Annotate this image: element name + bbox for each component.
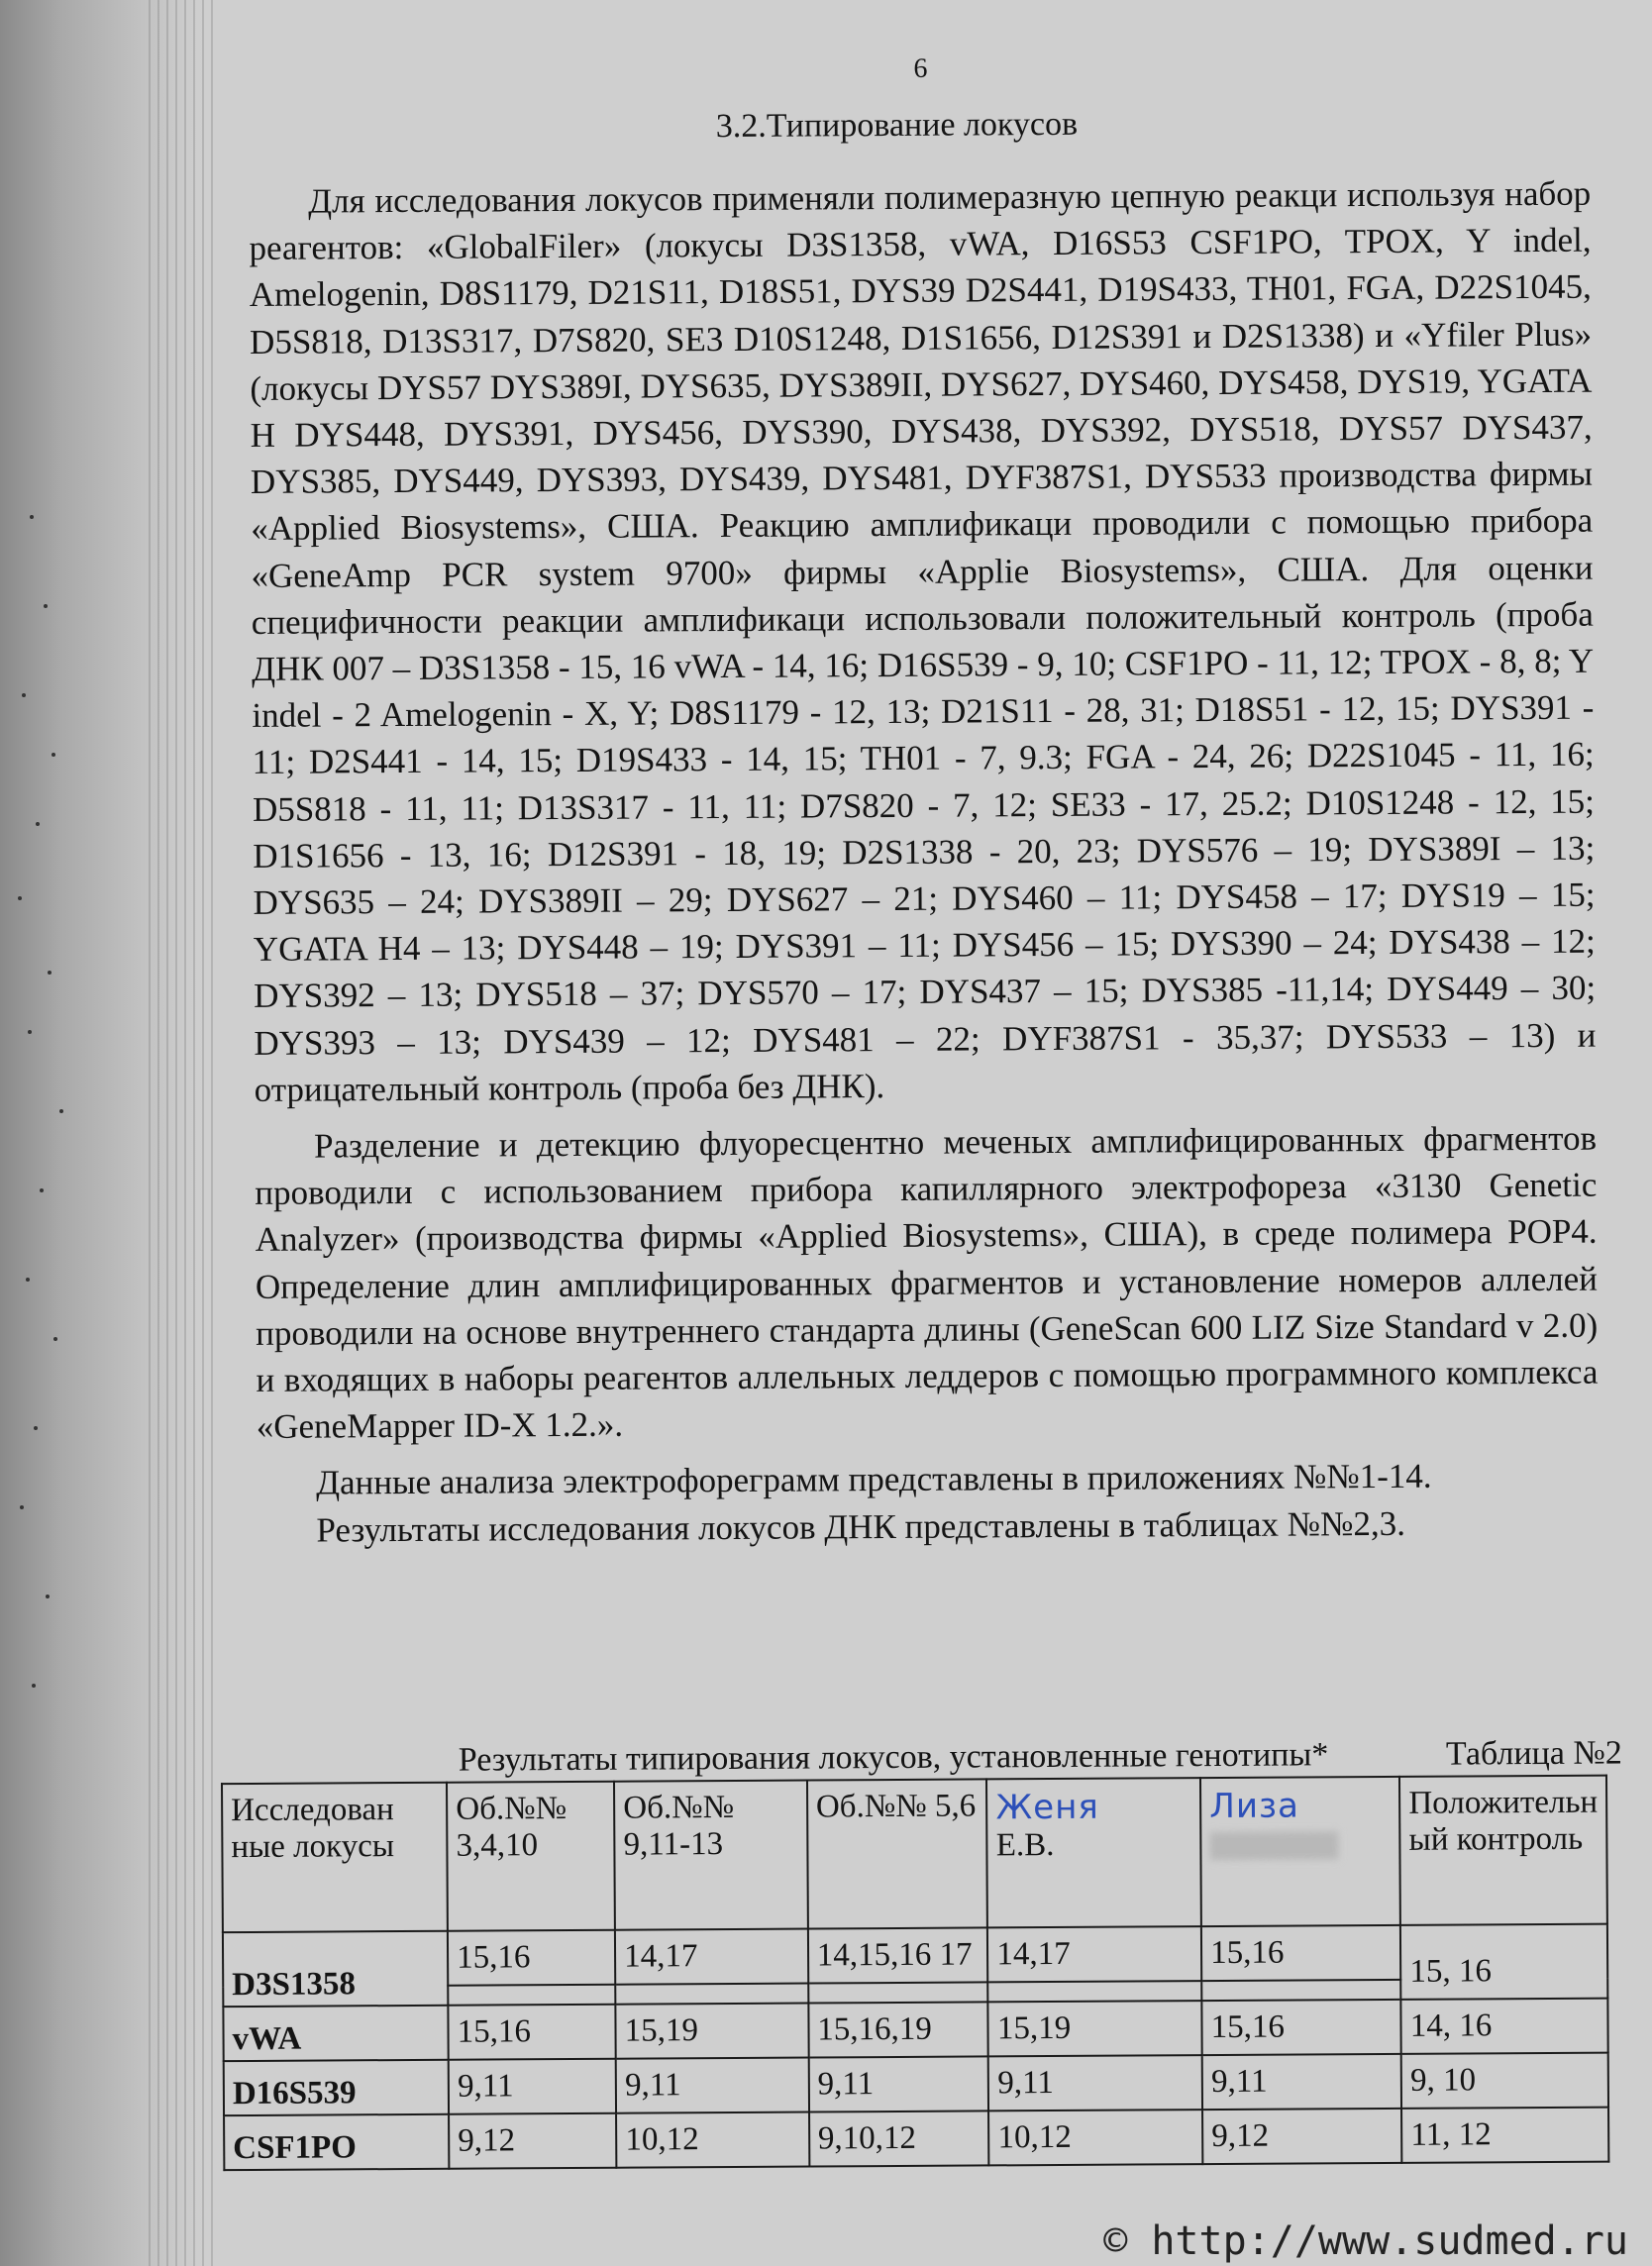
- value-cell: 11, 12: [1401, 2108, 1608, 2163]
- value-cell: 15,16: [1202, 2000, 1401, 2055]
- header-cell: Положительн ый контроль: [1399, 1776, 1607, 1925]
- value-cell: 15,16,19: [808, 2002, 988, 2057]
- value-cell: 14,17: [615, 1929, 808, 1985]
- value-cell: [988, 1981, 1202, 2002]
- value-cell: 9, 10: [1401, 2053, 1608, 2109]
- value-cell: 10,12: [616, 2112, 809, 2168]
- table-header-row: [222, 1776, 1607, 1933]
- value-cell: 9,11: [616, 2058, 809, 2113]
- paragraph-typing-method: Для исследования локусов применяли полимеразную цепную реакци используя набор реагентов: «GlobalFiler» (локусы D3S1358, vWA, D16S53 CSF1PO, TPOX, Y indel, Amelogenin, D8S1179, D21S11, D18S51, DYS39 D2S441, D19S433, TH01, FGA, D22S1045, D5S818, D13S317, D7S820, SE3 D10S1248, D1S1656, D12S391 и D2S1338) и «Yfiler Plus» (локусы DYS57 DYS389I, DYS635, DYS389II, DYS627, DYS460, DYS458, DYS19, YGATA H DYS448, DYS391, DYS456, DYS390, DYS438, DYS392, DYS518, DYS57 DYS437, DYS385, DYS449, DYS393, DYS439, DYS481, DYF387S1, DYS533 производства фирмы «Applied Biosystems», США. Реакцию амплификаци проводили с помощью прибора «GeneAmp PCR system 9700» фирмы «Applie Biosystems», США. Для оценки специфичности реакции амплификаци использовали положительный контроль (проба ДНК 007 – D3S1358 - 15, 16 vWA - 14, 16; D16S539 - 9, 10; CSF1PO - 11, 12; TPOX - 8, 8; Y indel - 2 Amelogenin - X, Y; D8S1179 - 12, 13; D21S11 - 28, 31; D18S51 - 12, 15; DYS391 - 11; D2S441 - 14, 15; D19S433 - 14, 15; TH01 - 7, 9.3; FGA - 24, 26; D22S1045 - 11, 16; D5S818 - 11, 11; D13S317 - 11, 11; D7S820 - 7, 12; SE33 - 17, 25.2; D10S1248 - 12, 15; D1S1656 - 13, 16; D12S391 - 18, 19; D2S1338 - 20, 23; DYS576 – 19; DYS389I – 13; DYS635 – 24; DYS389II – 29; DYS627 – 21; DYS460 – 11; DYS458 – 17; DYS19 – 15; YGATA H4 – 13; DYS448 – 19; DYS391 – 11; DYS456 – 15; DYS390 – 24; DYS438 – 12; DYS392 – 13; DYS518 – 37; DYS570 – 17; DYS437 – 15; DYS385 -11,14; DYS449 – 30; DYS393 – 13; DYS439 – 12; DYS481 – 22; DYF387S1 - 35,37; DYS533 – 13) и отрицательный контроль (проба без ДНК).: [249, 173, 1597, 1109]
- header-cell: [1200, 1777, 1400, 1926]
- value-cell: 15,16: [448, 1930, 615, 1986]
- watermark: © http://www.sudmed.ru: [1103, 2218, 1628, 2264]
- paragraph-appendix-ref: Данные анализа электрофореграмм представлены в приложениях №№1-14.: [316, 1457, 1432, 1503]
- value-cell: 9,10,12: [809, 2111, 989, 2166]
- value-cell: [615, 1984, 808, 2005]
- value-cell: 15,16: [449, 2005, 616, 2060]
- value-cell: 9,11: [1202, 2054, 1401, 2110]
- value-cell: 15,19: [988, 2001, 1202, 2056]
- value-cell: [808, 1982, 988, 2003]
- genotype-table: [221, 1775, 1609, 2172]
- header-cell: Об.№№ 9,11-13: [614, 1781, 807, 1930]
- value-cell: 15, 16: [1400, 1924, 1607, 2000]
- paragraph-tables-ref: Результаты исследования локусов ДНК представлены в таблицах №№2,3.: [316, 1503, 1406, 1550]
- handwritten-name: Женя: [995, 1787, 1099, 1828]
- table-row: [223, 1999, 1607, 2062]
- value-cell: 15,19: [616, 2004, 809, 2059]
- value-cell: [1201, 1980, 1400, 2001]
- value-cell: 9,11: [808, 2056, 988, 2112]
- section-title: 3.2.Типирование локусов: [715, 105, 1079, 146]
- value-cell: 9,11: [449, 2059, 616, 2114]
- header-cell-label: Е.В.: [995, 1827, 1055, 1864]
- document-page: [231, 0, 1622, 2266]
- value-cell: 9,12: [1202, 2109, 1401, 2164]
- locus-cell: D16S539: [224, 2060, 449, 2115]
- value-cell: 14,15,16 17: [808, 1927, 988, 1983]
- value-cell: [448, 1985, 615, 2006]
- locus-cell: CSF1PO: [224, 2114, 449, 2170]
- header-cell: [986, 1778, 1201, 1927]
- table-row: [224, 2108, 1608, 2171]
- value-cell: 10,12: [988, 2110, 1202, 2165]
- paragraph-electrophoresis: Разделение и детекцию флуоресцентно меченых амплифицированных фрагментов проводили с использованием прибора капиллярного электрофореза «3130 Genetic Analyzer» (производства фирмы «Applied Biosystems», США), в среде полимера POP4. Определение длин амплифицированных фрагментов и установление номеров аллелей проводили на основе внутреннего стандарта длины (GeneScan 600 LIZ Size Standard v 2.0) и входящих в наборы реагентов аллельных леддеров с помощью программного комплекса «GeneMapper ID-X 1.2.».: [255, 1118, 1599, 1447]
- body-text: [249, 170, 1599, 1554]
- header-cell: Об.№№ 5,6: [807, 1779, 988, 1928]
- table-title: Результаты типирования локусов, установленные генотипы*: [458, 1736, 1329, 1779]
- page-number: 6: [913, 52, 928, 84]
- value-cell: 14,17: [987, 1926, 1201, 1982]
- table-row: [223, 1924, 1607, 1988]
- table-row: [224, 2053, 1608, 2116]
- header-cell: Об.№№ 3,4,10: [447, 1782, 615, 1931]
- locus-cell: D3S1358: [223, 1931, 449, 2007]
- scan-lines: [149, 0, 218, 2266]
- header-cell: Исследован ные локусы: [222, 1783, 448, 1932]
- value-cell: 9,12: [449, 2113, 616, 2169]
- value-cell: 9,11: [988, 2055, 1202, 2111]
- redacted-initials: [1209, 1831, 1338, 1860]
- handwritten-name: Лиза: [1209, 1786, 1300, 1827]
- value-cell: 15,16: [1201, 1925, 1400, 1981]
- value-cell: 14, 16: [1401, 1999, 1608, 2054]
- table-number: Таблица №2: [1445, 1734, 1622, 1773]
- locus-cell: vWA: [223, 2006, 448, 2061]
